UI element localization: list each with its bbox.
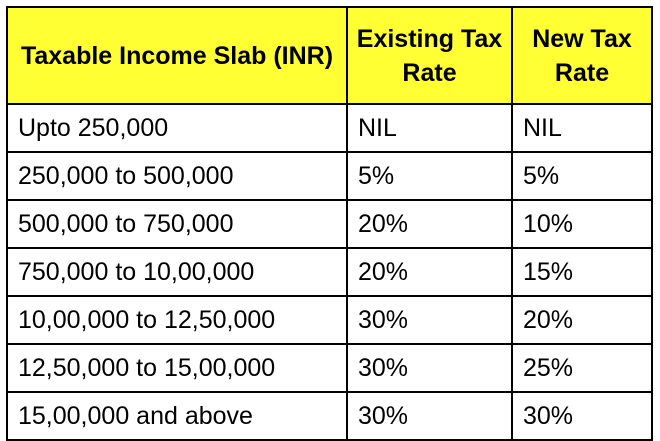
new-rate-cell: 15% [512,248,652,296]
table-row [7,104,652,152]
existing-rate-cell: 5% [347,152,512,200]
income-slab-cell: 250,000 to 500,000 [7,152,347,200]
income-slab-cell: Upto 250,000 [7,104,347,152]
header-income-slab: Taxable Income Slab (INR) [7,7,347,104]
table-row [7,248,652,296]
existing-rate-cell: NIL [347,104,512,152]
income-slab-cell: 12,50,000 to 15,00,000 [7,344,347,392]
new-rate-cell: NIL [512,104,652,152]
existing-rate-cell: 30% [347,344,512,392]
existing-rate-cell: 20% [347,200,512,248]
new-rate-cell: 10% [512,200,652,248]
table-row [7,392,652,440]
existing-rate-cell: 30% [347,296,512,344]
table-row [7,152,652,200]
income-slab-cell: 10,00,000 to 12,50,000 [7,296,347,344]
table-row [7,296,652,344]
income-slab-cell: 750,000 to 10,00,000 [7,248,347,296]
new-rate-cell: 20% [512,296,652,344]
new-rate-cell: 30% [512,392,652,440]
table-row [7,344,652,392]
existing-rate-cell: 30% [347,392,512,440]
header-new-tax-rate: New Tax Rate [512,7,652,104]
header-existing-tax-rate: Existing Tax Rate [347,7,512,104]
table-header-row [7,7,652,104]
table-row [7,200,652,248]
existing-rate-cell: 20% [347,248,512,296]
tax-slab-table-container [6,6,651,433]
new-rate-cell: 5% [512,152,652,200]
income-slab-cell: 500,000 to 750,000 [7,200,347,248]
income-slab-cell: 15,00,000 and above [7,392,347,440]
new-rate-cell: 25% [512,344,652,392]
tax-slab-table [6,6,653,441]
